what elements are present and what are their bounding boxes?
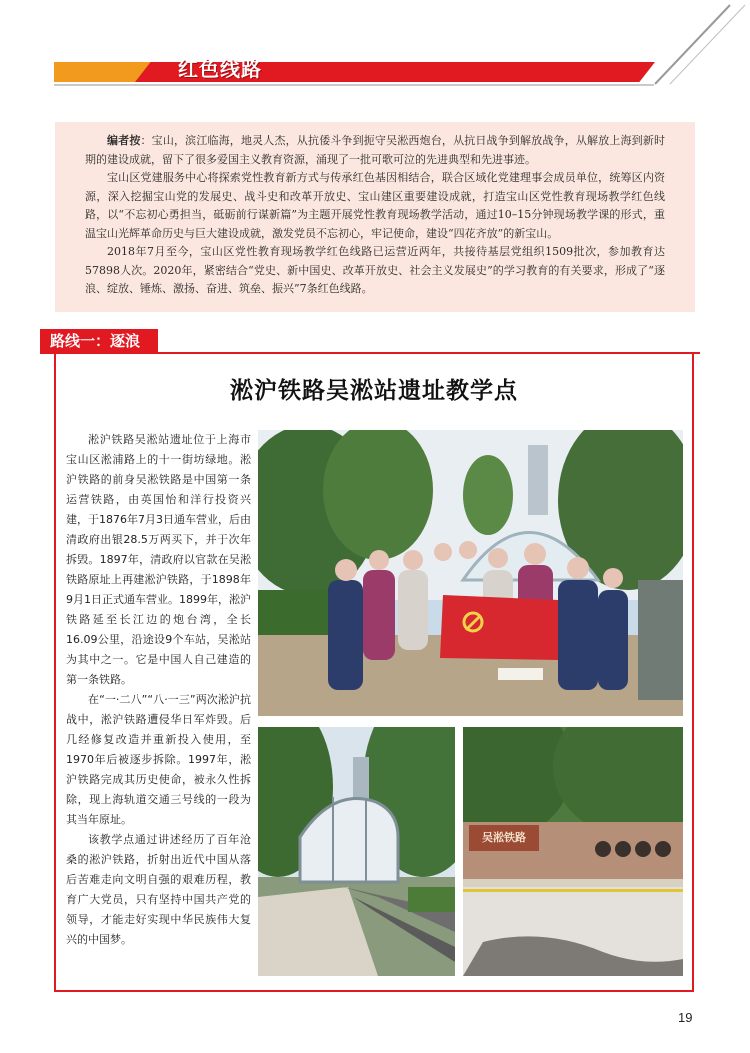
section-title: 红色线路 (178, 57, 262, 81)
railway-sign-photo (463, 727, 683, 976)
corner-decoration (0, 0, 750, 120)
editor-note-paragraph: 2018年7月至今，宝山区党性教育现场教学红色线路已运营近两年，共接待基层党组织1509批次，参加教育达57898人次。2020年，紧密结合“党史、新中国史、改革开放史、社会主义发展史”的学习教育的有关要求，形成了“逐浪、绽放、锤炼、激扬、奋进、筑垒、振兴”7条红色线路。 (85, 245, 665, 295)
route-paragraph: 该教学点通过讲述经历了百年沧桑的淞沪铁路，折射出近代中国从落后苦难走向文明自强的艰难历程，教育广大党员，只有坚持中国共产党的领导，才能走好实现中华民族伟大复兴的中国梦。 (66, 833, 251, 946)
editor-note-paragraph (85, 132, 665, 169)
railway-shelter-photo (258, 727, 455, 976)
route-body-text (66, 430, 251, 950)
editor-note-paragraph: 宝山区党建服务中心将探索党性教育新方式与传承红色基因相结合，联合区域化党建理事会成员单位，统筹区内资源，深入挖掘宝山党的发展史、战斗史和改革开放史、宝山建区重要建设成就，打造宝山区党性教育现场教学红色线路，以“不忘初心勇担当，砥砺前行谋新篇”为主题开展党性教育现场教学活动，通过10–15分钟现场教学课的形式，重温宝山光辉革命历史与巨大建设成就，激发党员不忘初心，牢记使命，建设“四花齐放”的新宝山。 (85, 171, 665, 240)
route-tab: 路线一：逐浪 (40, 329, 158, 353)
route-title: 淞沪铁路吴淞站遗址教学点 (230, 378, 518, 404)
route-paragraph: 淞沪铁路吴淞站遗址位于上海市宝山区淞浦路上的十一街坊绿地。淞沪铁路的前身吴淞铁路是中国第一条运营铁路，由英国怡和洋行投资兴建，于1876年7月3日通车营业，后由清政府出银28.5万两买下，并于次年拆毁。1897年，清政府以官款在吴淞铁路原址上再建淞沪铁路，于1898年9月1日正式通车营业。1899年，淞沪铁路延至长江边的炮台湾，全长16.09公里，沿途设9个车站，吴淞站为其中之一。它是中国人自己建造的第一条铁路。 (66, 433, 251, 686)
editor-note-label: 编者按 (107, 134, 141, 147)
group-photo (258, 430, 683, 716)
editor-note-text: ：宝山，滨江临海，地灵人杰，从抗倭斗争到扼守吴淞西炮台，从抗日战争到解放战争，从解放上海到新时期的建设成就，留下了很多爱国主义教育资源，涌现了一批可歌可泣的先进典型和先进事迹。 (85, 134, 666, 166)
railway-sign-text: 吴淞铁路 (482, 831, 526, 844)
page-number: 19 (678, 1010, 693, 1025)
banner-underline (54, 84, 654, 86)
route-paragraph: 在“一·二八”“八·一三”两次淞沪抗战中，淞沪铁路遭侵华日军炸毁。后几经修复改造并重新投入使用，至1970年后被逐步拆除。1997年，淞沪铁路完成其历史使命，被永久性拆除，现上海轨道交通三号线的一段为其当年原址。 (66, 693, 251, 826)
editor-note-box (55, 122, 695, 312)
